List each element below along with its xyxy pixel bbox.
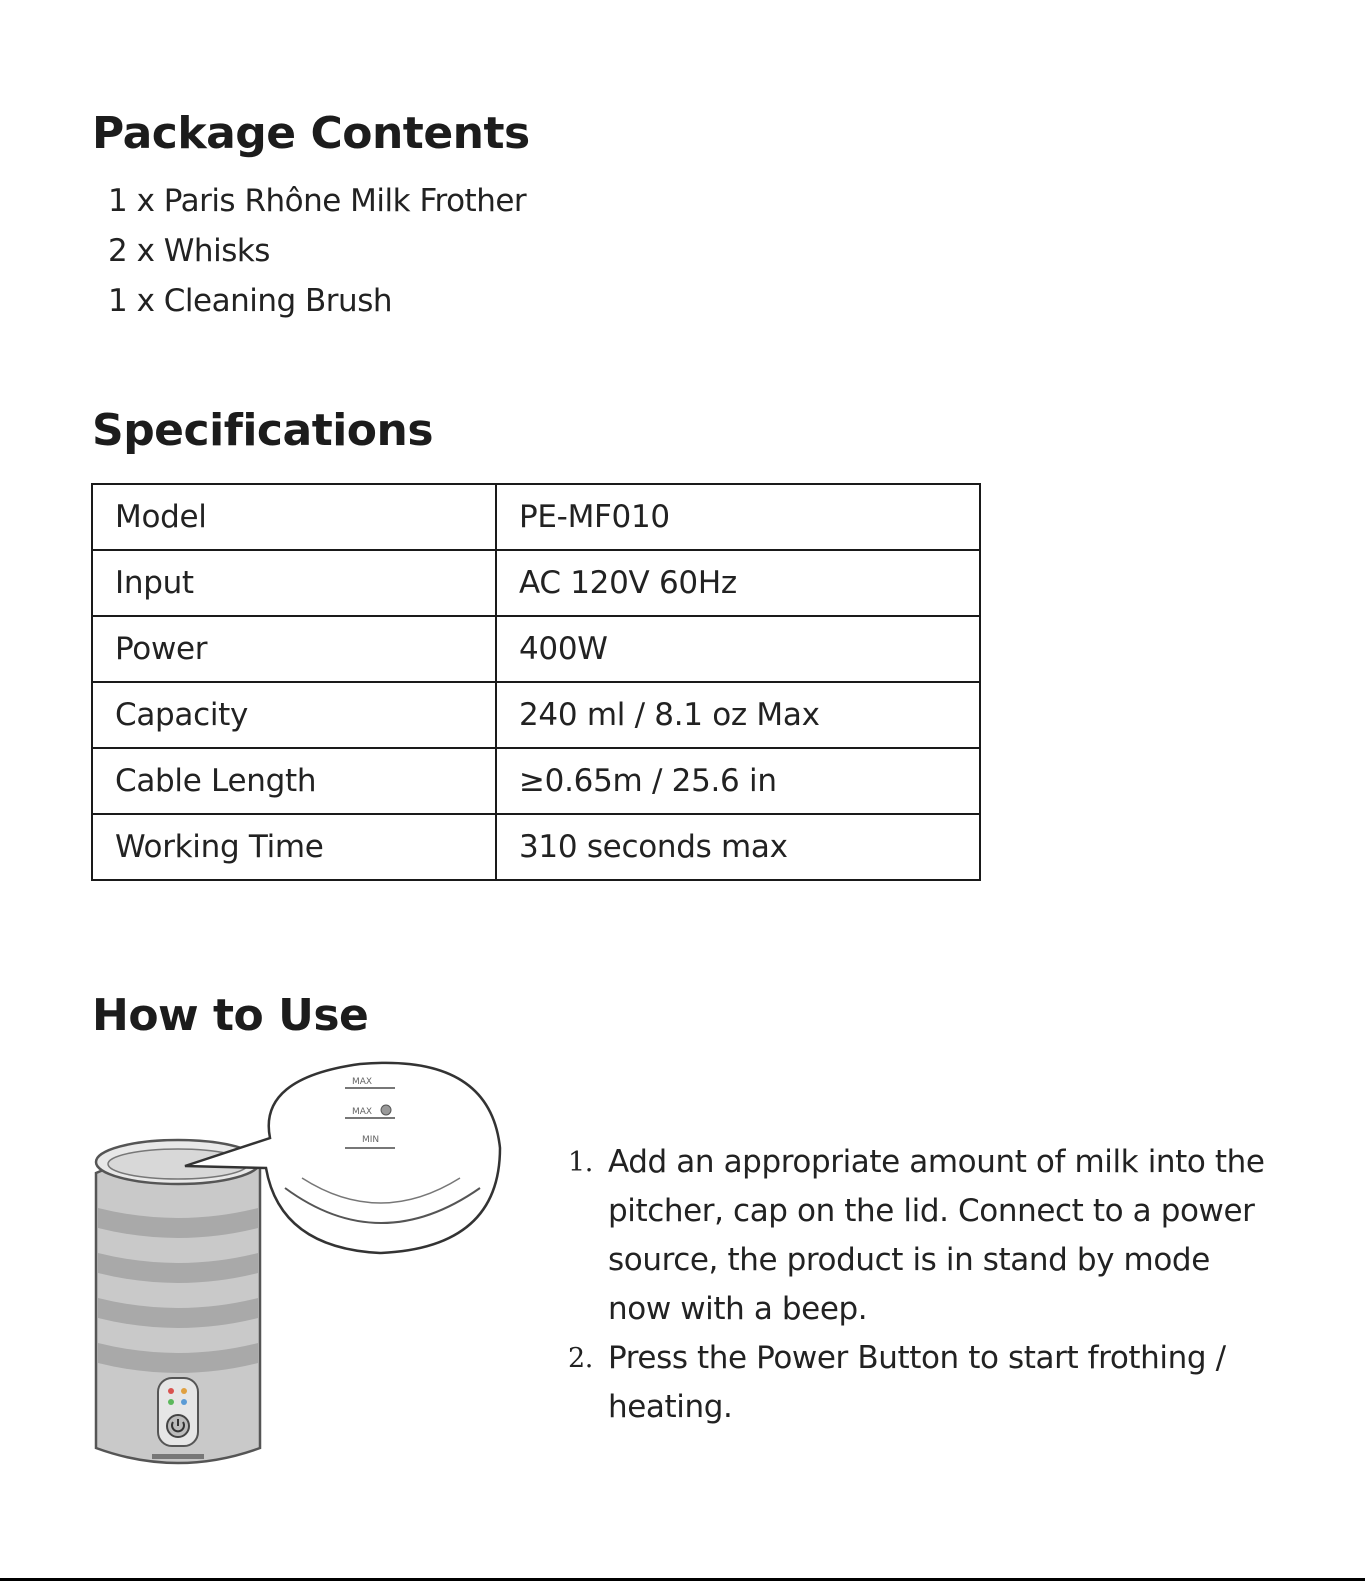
spec-label: Power (92, 616, 496, 682)
step-number: 1. (568, 1147, 593, 1178)
table-row (92, 550, 980, 616)
specifications-table (91, 483, 981, 881)
table-row (92, 484, 980, 550)
table-row (92, 682, 980, 748)
spec-label: Working Time (92, 814, 496, 880)
how-to-use-heading: How to Use (92, 990, 369, 1041)
specifications-heading: Specifications (92, 405, 434, 456)
list-item: 1 x Paris Rhône Milk Frother (108, 183, 527, 219)
package-contents-heading: Package Contents (92, 108, 530, 159)
brand-mark (152, 1454, 204, 1459)
spec-value: AC 120V 60Hz (496, 550, 980, 616)
spec-value: 240 ml / 8.1 oz Max (496, 682, 980, 748)
gauge-min-label: MIN (362, 1135, 380, 1145)
gauge-max-froth-label: MAX (352, 1077, 373, 1087)
step-text: Add an appropriate amount of milk into the pitcher, cap on the lid. Connect to a power source, the product is in stand by mode now with a beep. (608, 1144, 1265, 1327)
list-item: 1 x Cleaning Brush (108, 283, 393, 319)
spec-label: Input (92, 550, 496, 616)
step-item (568, 1334, 1268, 1432)
how-to-steps (568, 1138, 1268, 1432)
spec-label: Model (92, 484, 496, 550)
spec-label: Cable Length (92, 748, 496, 814)
table-row (92, 748, 980, 814)
milk-frother-illustration (80, 1058, 520, 1478)
spec-value: ≥0.65m / 25.6 in (496, 748, 980, 814)
gauge-max-heat-label: MAX (352, 1107, 373, 1117)
spec-value: 400W (496, 616, 980, 682)
step-item (568, 1138, 1268, 1334)
step-text: Press the Power Button to start frothing / heating. (608, 1340, 1226, 1425)
spec-value: 310 seconds max (496, 814, 980, 880)
table-row (92, 616, 980, 682)
package-contents-list (108, 176, 526, 326)
step-number: 2. (568, 1343, 593, 1374)
control-panel (158, 1378, 198, 1446)
spec-value: PE-MF010 (496, 484, 980, 550)
table-row (92, 814, 980, 880)
list-item: 2 x Whisks (108, 233, 270, 269)
spec-label: Capacity (92, 682, 496, 748)
bottom-divider (0, 1578, 1365, 1581)
